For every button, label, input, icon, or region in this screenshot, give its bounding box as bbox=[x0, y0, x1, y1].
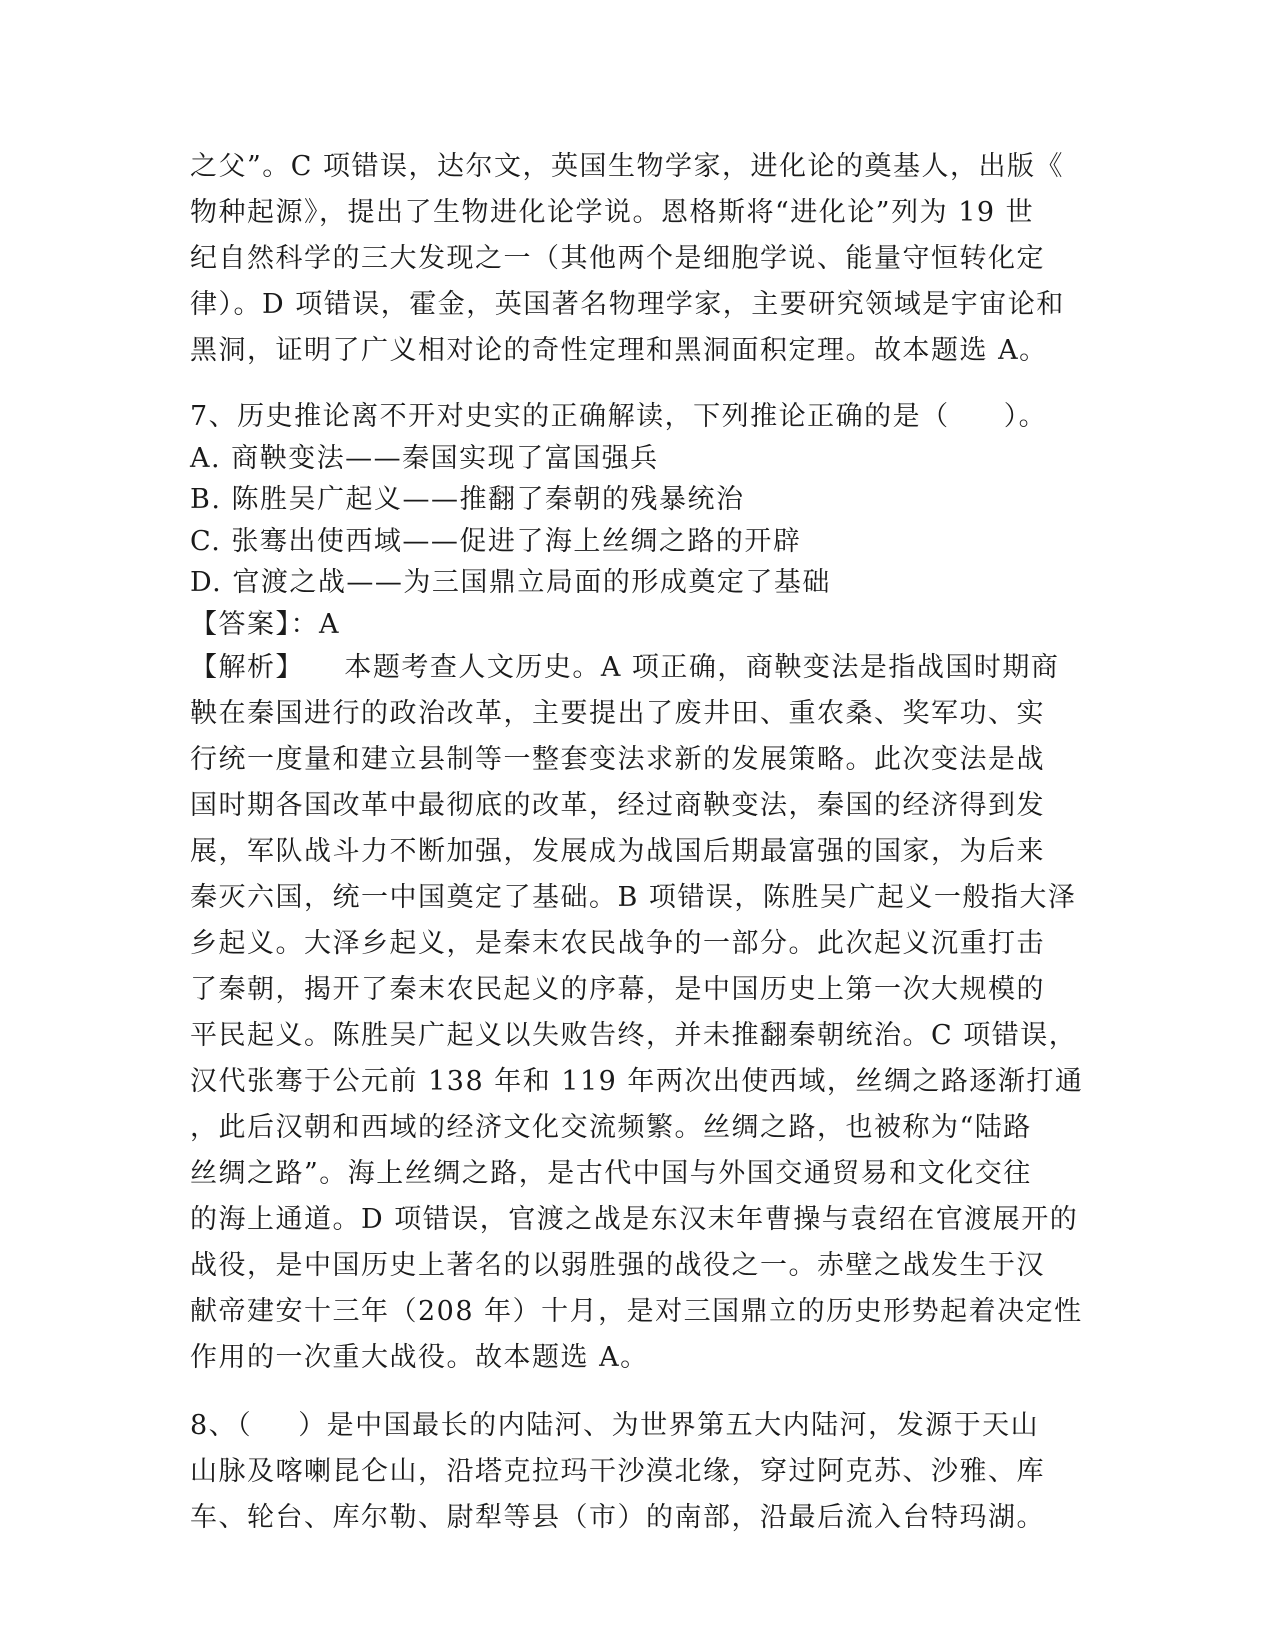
text-line: 献帝建安十三年（208 年）十月，是对三国鼎立的历史形势起着决定性 bbox=[190, 1296, 1083, 1327]
question-7 bbox=[190, 396, 1084, 1381]
stem-after: ）。 bbox=[1003, 401, 1048, 432]
analysis-label: 【解析】 bbox=[190, 652, 304, 683]
text-line: 乡起义。大泽乡起义，是秦末农民战争的一部分。此次起义沉重打击 bbox=[190, 928, 1045, 959]
text-line: 展，军队战斗力不断加强，发展成为战国后期最富强的国家，为后来 bbox=[190, 836, 1045, 867]
text-line: 丝绸之路”。海上丝绸之路，是古代中国与外国交通贸易和文化交往 bbox=[190, 1158, 1032, 1189]
text-line: 平民起义。陈胜吴广起义以失败告终，并未推翻秦朝统治。C 项错误， bbox=[190, 1020, 1078, 1051]
text-line: 了秦朝，揭开了秦末农民起义的序幕，是中国历史上第一次大规模的 bbox=[190, 974, 1045, 1005]
q8-after: ）是中国最长的内陆河、为世界第五大内陆河，发源于天山 bbox=[298, 1410, 1040, 1441]
page-content bbox=[190, 144, 1084, 1541]
option-a: A. 商鞅变法——秦国实现了富国强兵 bbox=[190, 442, 659, 474]
text-line: 汉代张骞于公元前 138 年和 119 年两次出使西域，丝绸之路逐渐打通 bbox=[190, 1066, 1084, 1097]
text-line: 黑洞，证明了广义相对论的奇性定理和黑洞面积定理。故本题选 A。 bbox=[190, 335, 1048, 366]
answer-label: 【答案】： bbox=[190, 608, 319, 640]
text-line: 秦灭六国，统一中国奠定了基础。B 项错误，陈胜吴广起义一般指大泽 bbox=[190, 882, 1077, 913]
option-c: C. 张骞出使西域——促进了海上丝绸之路的开辟 bbox=[190, 525, 802, 557]
question-8 bbox=[190, 1403, 1080, 1541]
text-line: 物种起源》，提出了生物进化论学说。恩格斯将“进化论”列为 19 世 bbox=[190, 197, 1035, 228]
text-line: 车、轮台、库尔勒、尉犁等县（市）的南部，沿最后流入台特玛湖。 bbox=[190, 1502, 1045, 1533]
analysis bbox=[190, 645, 1084, 1381]
text-line: 的海上通道。D 项错误，官渡之战是东汉末年曹操与袁绍在官渡展开的 bbox=[190, 1204, 1079, 1235]
text-line: 山脉及喀喇昆仑山，沿塔克拉玛干沙漠北缘，穿过阿克苏、沙雅、库 bbox=[190, 1456, 1045, 1487]
answer-line bbox=[190, 604, 1080, 646]
text-line: 战役，是中国历史上著名的以弱胜强的战役之一。赤壁之战发生于汉 bbox=[190, 1250, 1045, 1281]
text-line: 鞅在秦国进行的政治改革，主要提出了废井田、重农桑、奖军功、实 bbox=[190, 698, 1045, 729]
text-line: ，此后汉朝和西域的经济文化交流频繁。丝绸之路，也被称为“陆路 bbox=[190, 1112, 1032, 1143]
previous-explanation bbox=[190, 144, 1080, 374]
text-line: 本题考查人文历史。A 项正确，商鞅变法是指战国时期商 bbox=[344, 652, 1060, 683]
text-line: 纪自然科学的三大发现之一（其他两个是细胞学说、能量守恒转化定 bbox=[190, 243, 1045, 274]
text-line: 律）。D 项错误，霍金，英国著名物理学家，主要研究领域是宇宙论和 bbox=[190, 289, 1065, 320]
q8-before: 8、（ bbox=[190, 1410, 253, 1441]
text-line: 行统一度量和建立县制等一整套变法求新的发展策略。此次变法是战 bbox=[190, 744, 1045, 775]
stem-before: 7、历史推论离不开对史实的正确解读，下列推论正确的是（ bbox=[190, 401, 950, 432]
question-7-stem bbox=[190, 396, 1080, 438]
text-line: 之父”。C 项错误，达尔文，英国生物学家，进化论的奠基人，出版《 bbox=[190, 151, 1065, 182]
text-line: 作用的一次重大战役。故本题选 A。 bbox=[190, 1342, 649, 1373]
text-line: 国时期各国改革中最彻底的改革，经过商鞅变法，秦国的经济得到发 bbox=[190, 790, 1045, 821]
option-b: B. 陈胜吴广起义——推翻了秦朝的残暴统治 bbox=[190, 484, 745, 515]
analysis-first-line bbox=[190, 645, 1080, 691]
answer-value: A bbox=[319, 608, 340, 640]
option-d: D. 官渡之战——为三国鼎立局面的形成奠定了基础 bbox=[190, 567, 831, 598]
question-8-first-line bbox=[190, 1403, 1080, 1449]
